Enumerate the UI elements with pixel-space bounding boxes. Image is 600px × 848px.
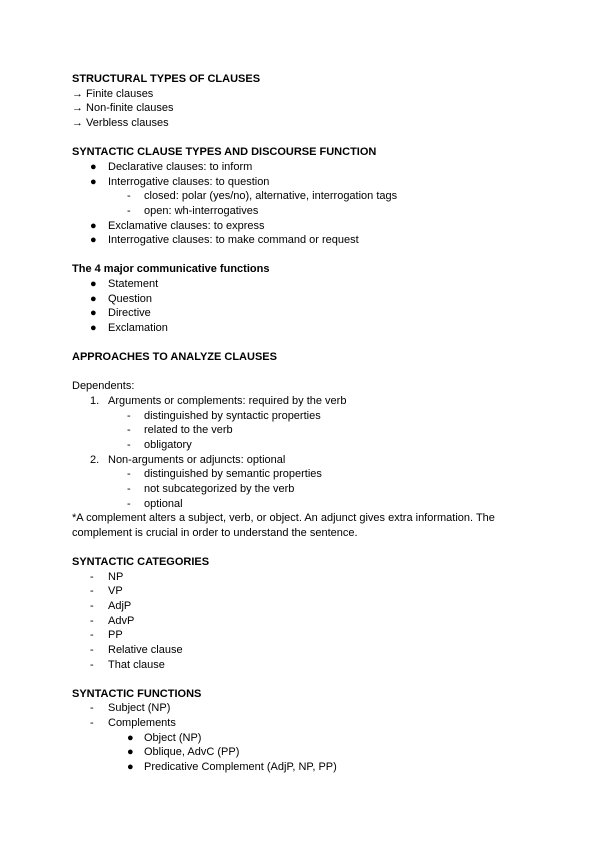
dependents-label: Dependents:	[72, 380, 135, 392]
dash-marker: -	[90, 659, 94, 671]
dash-marker: -	[90, 629, 94, 641]
list-item: Interrogative clauses: to question	[108, 176, 270, 188]
heading-communicative-functions: The 4 major communicative functions	[72, 263, 270, 275]
list-item: NP	[108, 571, 124, 583]
dash-marker: -	[127, 190, 131, 202]
dash-marker: -	[127, 439, 131, 451]
dash-marker: -	[90, 717, 94, 729]
list-item: AdvP	[108, 615, 135, 627]
heading-syntactic-functions: SYNTACTIC FUNCTIONS	[72, 688, 202, 700]
note-paragraph: *A complement alters a subject, verb, or object. An adjunct gives extra information. The complement is crucial in order to understand the sentence.	[72, 512, 495, 539]
list-item: → Finite clauses	[72, 88, 154, 100]
dash-marker: -	[90, 615, 94, 627]
dash-marker: -	[127, 498, 131, 510]
list-item: Non-arguments or adjuncts: optional	[108, 454, 286, 466]
dash-marker: -	[127, 410, 131, 422]
list-item: Relative clause	[108, 644, 183, 656]
bullet-marker: ●	[127, 746, 134, 758]
list-item: not subcategorized by the verb	[144, 483, 295, 495]
list-item: PP	[108, 629, 123, 641]
dash-marker: -	[127, 424, 131, 436]
list-item: → Verbless clauses	[72, 117, 169, 129]
list-item: closed: polar (yes/no), alternative, interrogation tags	[144, 190, 398, 202]
dash-marker: -	[90, 702, 94, 714]
list-item: optional	[144, 498, 183, 510]
list-item: distinguished by syntactic properties	[144, 410, 321, 422]
bullet-marker: ●	[90, 293, 97, 305]
list-item: Statement	[108, 278, 159, 290]
list-item: Exclamative clauses: to express	[108, 220, 265, 232]
number-marker: 2.	[90, 454, 100, 466]
list-item: Question	[108, 293, 153, 305]
bullet-marker: ●	[90, 234, 97, 246]
bullet-marker: ●	[90, 307, 97, 319]
dash-marker: -	[127, 483, 131, 495]
list-item: Exclamation	[108, 322, 168, 334]
list-item: obligatory	[144, 439, 192, 451]
list-item: Declarative clauses: to inform	[108, 161, 253, 173]
list-item: Subject (NP)	[108, 702, 171, 714]
list-item: That clause	[108, 659, 165, 671]
list-item: Predicative Complement (AdjP, NP, PP)	[144, 761, 337, 773]
bullet-marker: ●	[127, 732, 134, 744]
list-item: Directive	[108, 307, 151, 319]
dash-marker: -	[90, 600, 94, 612]
list-item: related to the verb	[144, 424, 233, 436]
heading-syntactic-clause-types: SYNTACTIC CLAUSE TYPES AND DISCOURSE FUNCTION	[72, 146, 377, 158]
dash-marker: -	[127, 468, 131, 480]
bullet-marker: ●	[90, 322, 97, 334]
list-item: distinguished by semantic properties	[144, 468, 322, 480]
bullet-marker: ●	[90, 278, 97, 290]
dash-marker: -	[127, 205, 131, 217]
list-item: Oblique, AdvC (PP)	[144, 746, 240, 758]
dash-marker: -	[90, 585, 94, 597]
dash-marker: -	[90, 644, 94, 656]
bullet-marker: ●	[90, 176, 97, 188]
list-item: Interrogative clauses: to make command or request	[108, 234, 359, 246]
list-item: VP	[108, 585, 123, 597]
list-item: AdjP	[108, 600, 132, 612]
bullet-marker: ●	[127, 761, 134, 773]
bullet-marker: ●	[90, 220, 97, 232]
list-item: → Non-finite clauses	[72, 102, 174, 114]
dash-marker: -	[90, 571, 94, 583]
heading-structural-types: STRUCTURAL TYPES OF CLAUSES	[72, 73, 261, 85]
heading-approaches: APPROACHES TO ANALYZE CLAUSES	[72, 351, 277, 363]
list-item: Arguments or complements: required by the verb	[108, 395, 347, 407]
heading-syntactic-categories: SYNTACTIC CATEGORIES	[72, 556, 210, 568]
bullet-marker: ●	[90, 161, 97, 173]
list-item: open: wh-interrogatives	[144, 205, 259, 217]
list-item: Complements	[108, 717, 176, 729]
number-marker: 1.	[90, 395, 100, 407]
list-item: Object (NP)	[144, 732, 202, 744]
